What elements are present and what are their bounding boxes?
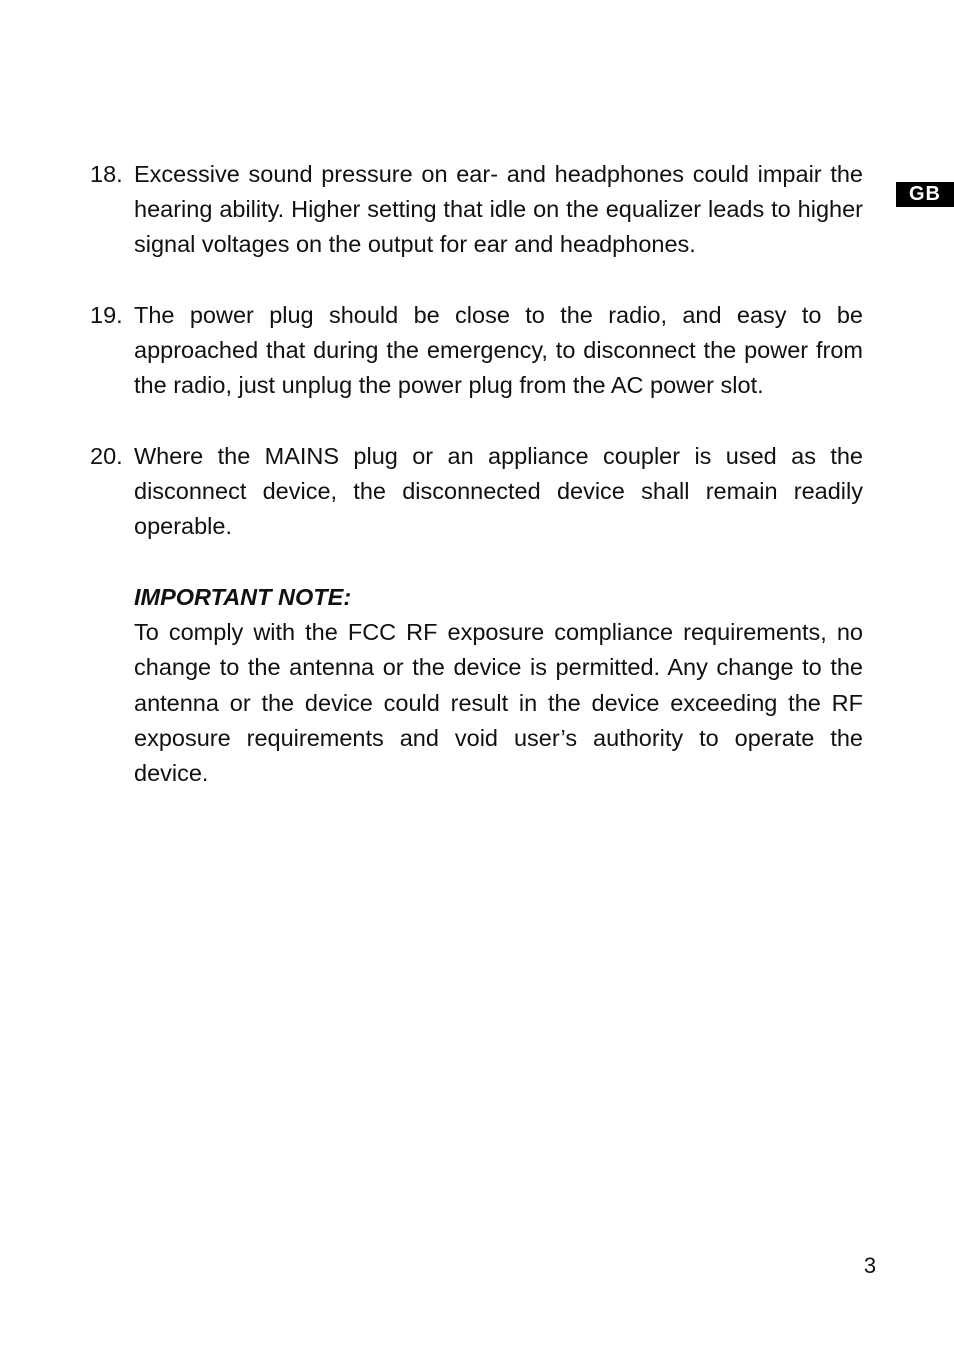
list-item-text: The power plug should be close to the radio, and easy to be approached that during the emergency, to disconnect the power from the radio, just unplug the power plug from the AC power slot.: [134, 302, 863, 399]
list-item-18: [90, 157, 863, 263]
list-item-text: Excessive sound pressure on ear- and headphones could impair the hearing ability. Higher setting that idle on the equalizer leads to higher signal voltages on the output for ear and headphones.: [134, 161, 863, 258]
list-item-19: [90, 298, 863, 404]
list-item-number: 20.: [90, 443, 123, 469]
list-item-text: Where the MAINS plug or an appliance coupler is used as the disconnect device, the disconnected device shall remain readily operable.: [134, 443, 863, 540]
list-item-number: 19.: [90, 302, 123, 328]
language-tab: GB: [896, 182, 954, 207]
important-note: [134, 580, 863, 791]
list-item-20: [90, 439, 863, 545]
important-note-body: To comply with the FCC RF exposure compliance requirements, no change to the antenna or the device is permitted. Any change to the antenna or the device could result in the device exceeding the RF exposure requirements and void user’s authority to operate the device.: [134, 619, 863, 787]
important-note-title: IMPORTANT NOTE:: [134, 584, 352, 610]
list-item-number: 18.: [90, 161, 123, 187]
page-number: 3: [863, 1253, 877, 1278]
